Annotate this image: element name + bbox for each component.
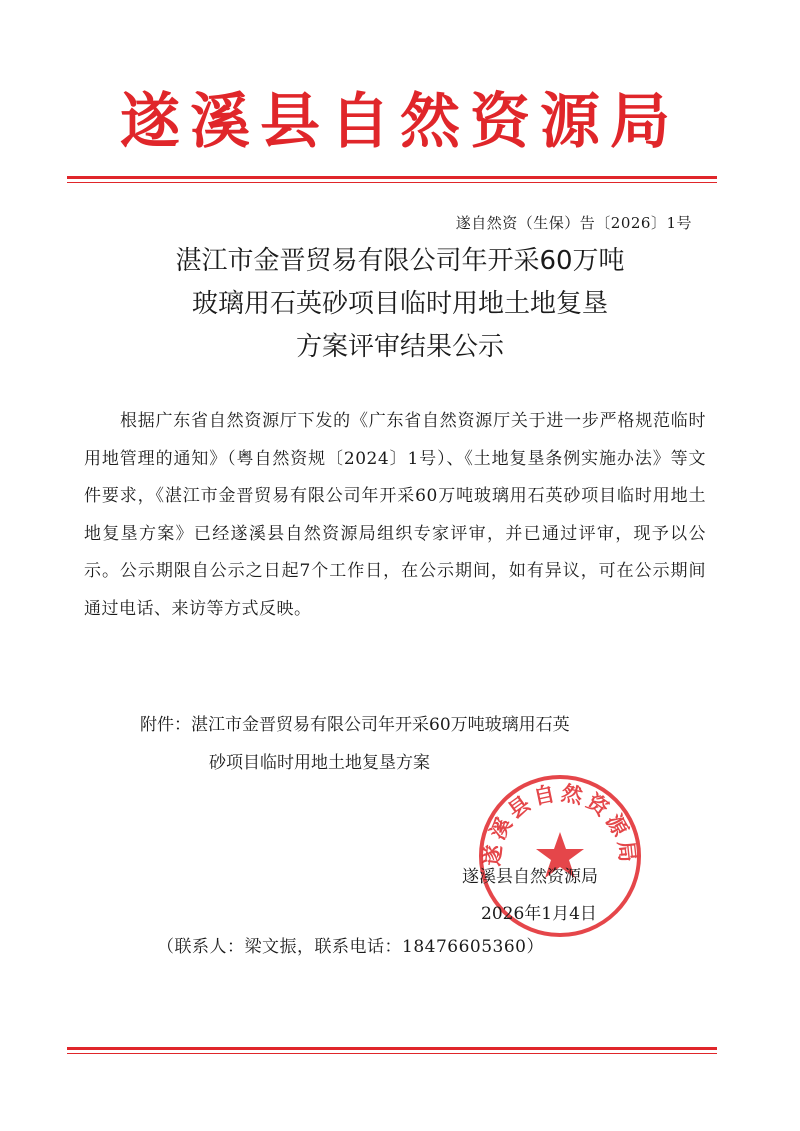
title-line-1: 湛江市金晋贸易有限公司年开采60万吨 [175, 246, 625, 276]
document-title [0, 240, 800, 369]
attachment-line-1: 附件：湛江市金晋贸易有限公司年开采60万吨玻璃用石英 [140, 715, 570, 735]
seal-text: 遂溪县自然资源局 [479, 779, 641, 868]
signature-date: 2026年1月4日 [481, 904, 597, 924]
title-line-3: 方案评审结果公示 [295, 332, 504, 362]
contact-info: （联系人：梁文振，联系电话：18476605360） [157, 937, 544, 957]
attachment-note [140, 706, 710, 782]
masthead-divider [67, 176, 717, 183]
title-line-2: 玻璃用石英砂项目临时用地土地复垦 [191, 289, 608, 319]
signer-name: 遂溪县自然资源局 [462, 867, 598, 887]
footer-divider [67, 1047, 717, 1054]
masthead-org-name: 遂溪县自然资源局 [120, 87, 680, 157]
document-number: 遂自然资（生保）告〔2026〕1号 [455, 214, 692, 232]
body-paragraph: 根据广东省自然资源厅下发的《广东省自然资源厅关于进一步严格规范临时用地管理的通知》（粤自然资规〔2024〕1号）、《土地复垦条例实施办法》等文件要求，《湛江市金晋贸易有限公司年开采60万吨玻璃用石英砂项目临时用地土地复垦方案》已经遂溪县自然资源局组织专家评审，并已通过评审，现予以公示。公示期限自公示之日起7个工作日，在公示期间，如有异议，可在公示期间通过电话、来访等方式反映。 [84, 411, 706, 619]
attachment-line-2: 砂项目临时用地土地复垦方案 [209, 753, 430, 773]
